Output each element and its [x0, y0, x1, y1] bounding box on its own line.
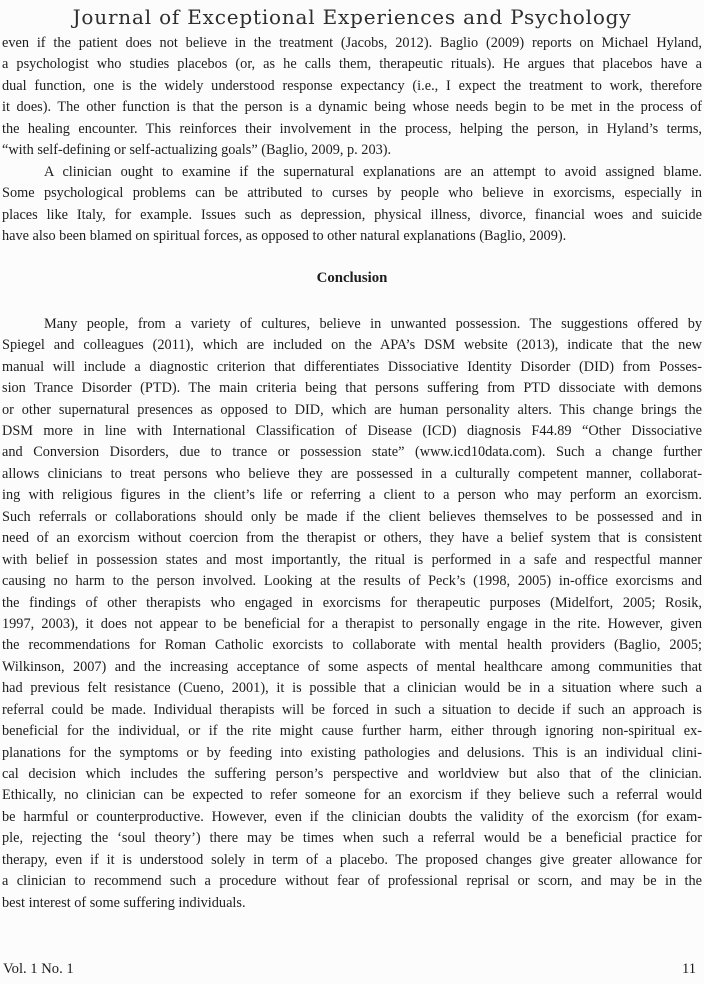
paragraph-line: beneficial for the individual, or if the rite might cause further harm, either through ignoring non-spiritual ex-	[2, 723, 702, 740]
paragraph	[2, 162, 702, 248]
paragraph-line: or other supernatural presences as opposed to DID, which are human personality alters. This change brings the	[2, 401, 702, 418]
paragraph-line: the recommendations for Roman Catholic exorcists to collaborate with mental health providers (Baglio, 2005;	[2, 637, 702, 654]
paragraph-line: best interest of some suffering individuals.	[2, 894, 246, 911]
paragraph-line: Ethically, no clinician can be expected to refer someone for an exorcism if they believe such a referral would	[2, 787, 702, 804]
paragraph	[2, 314, 702, 914]
paragraph-line: Such referrals or collaborations should only be made if the client believes themselves to be possessed and in	[2, 508, 702, 525]
paragraph-line: sion Trance Disorder (PTD). The main criteria being that persons suffering from PTD dissociate with demons	[2, 380, 702, 397]
paragraph-line: DSM more in line with International Classification of Disease (ICD) diagnosis F44.89 “Other Dissociative	[2, 423, 702, 439]
paragraph-line: have also been blamed on spiritual forces, as opposed to other natural explanations (Baglio, 2009).	[2, 227, 567, 244]
paragraph-line: manual will include a diagnostic criterion that differentiates Dissociative Identity Disorder (DID) from Posses-	[2, 358, 702, 375]
paragraph-line: with belief in possession states and most importantly, the ritual is performed in a safe and respectful manner	[2, 551, 702, 568]
paragraph-line: it does). The other function is that the person is a dynamic being whose needs begin to be met in the process of	[2, 99, 702, 116]
paragraph-line: Spiegel and colleagues (2011), which are included on the APA’s DSM website (2013), indicate that the new	[2, 337, 702, 354]
paragraph-line: the healing encounter. This reinforces their involvement in the process, helping the person, in Hyland’s terms,	[2, 120, 702, 137]
paragraph-line: a psychologist who studies placebos (or, as he calls them, therapeutic rituals). He argues that placebos have a	[2, 56, 702, 73]
paragraph-line: the findings of other therapists who engaged in exorcisms for therapeutic purposes (Midelfort, 2005; Rosik,	[2, 594, 702, 611]
page-body	[0, 33, 704, 914]
paragraph	[2, 33, 702, 162]
paragraph-line: be harmful or counterproductive. However, even if the clinician doubts the validity of the exorcism (for exam-	[2, 808, 702, 825]
paragraph-line: planations for the symptoms or by feeding into existing pathologies and delusions. This is an individual clini-	[2, 744, 702, 761]
paragraph-line: “with self-defining or self-actualizing goals” (Baglio, 2009, p. 203).	[2, 142, 392, 159]
paragraph-line: allows clinicians to treat persons who believe they are possessed in a culturally competent manner, collaborat-	[2, 465, 702, 482]
paragraph-line: Wilkinson, 2007) and the increasing acceptance of some aspects of mental healthcare among communities that	[2, 658, 702, 675]
paragraph-line: and Conversion Disorders, due to trance or possession state” (www.icd10data.com). Such a change further	[2, 444, 702, 461]
paragraph-line: cal decision which includes the suffering person’s perspective and worldview but also that of the clinician.	[2, 766, 702, 782]
paragraph-line: Some psychological problems can be attributed to curses by people who believe in exorcisms, especially in	[2, 185, 702, 202]
paragraph-line: had previous felt resistance (Cueno, 2001), it is possible that a clinician would be in a situation where such a	[2, 680, 702, 697]
paragraph-line: ing with religious figures in the client’s life or referring a client to a person who may perform an exorcism.	[2, 487, 702, 504]
paragraph-line: even if the patient does not believe in the treatment (Jacobs, 2012). Baglio (2009) reports on Michael Hyland,	[2, 35, 702, 51]
paragraph-line: places like Italy, for example. Issues such as depression, physical illness, divorce, financial woes and suicide	[2, 206, 702, 223]
paragraph-line: A clinician ought to examine if the supernatural explanations are an attempt to avoid assigned blame.	[44, 163, 702, 180]
paragraph-line: a clinician to recommend such a procedure without fear of professional reprisal or scorn, and may be in the	[2, 873, 702, 890]
paragraph-line: referral could be made. Individual therapists will be forced in such a situation to decide if such an approach is	[2, 701, 702, 718]
paragraph-line: causing no harm to the person involved. Looking at the results of Peck’s (1998, 2005) in-office exorcisms and	[2, 573, 702, 590]
footer	[3, 961, 696, 978]
paragraph-line: need of an exorcism without coercion from the therapist or others, they have a belief system that is consistent	[2, 530, 702, 547]
paragraph-line: 1997, 2003), it does not appear to be beneficial for a therapist to personally engage in the rite. However, given	[2, 615, 702, 632]
section-heading: Conclusion	[316, 270, 388, 287]
paragraph-line: therapy, even if it is understood solely in term of a placebo. The proposed changes give greater allowance for	[2, 851, 702, 868]
journal-title: Journal of Exceptional Experiences and Psychology	[72, 5, 632, 29]
paragraph-line: ple, rejecting the ‘soul theory’) there may be times when such a referral would be a beneficial practice for	[2, 830, 702, 847]
volume-issue-label: Vol. 1 No. 1	[3, 961, 74, 977]
paragraph-line: dual function, one is the widely understood response expectancy (i.e., I expect the treatment to work, therefore	[2, 77, 702, 94]
page-number: 11	[681, 961, 696, 977]
paragraph-line: Many people, from a variety of cultures, believe in unwanted possession. The suggestions offered by	[44, 315, 702, 332]
